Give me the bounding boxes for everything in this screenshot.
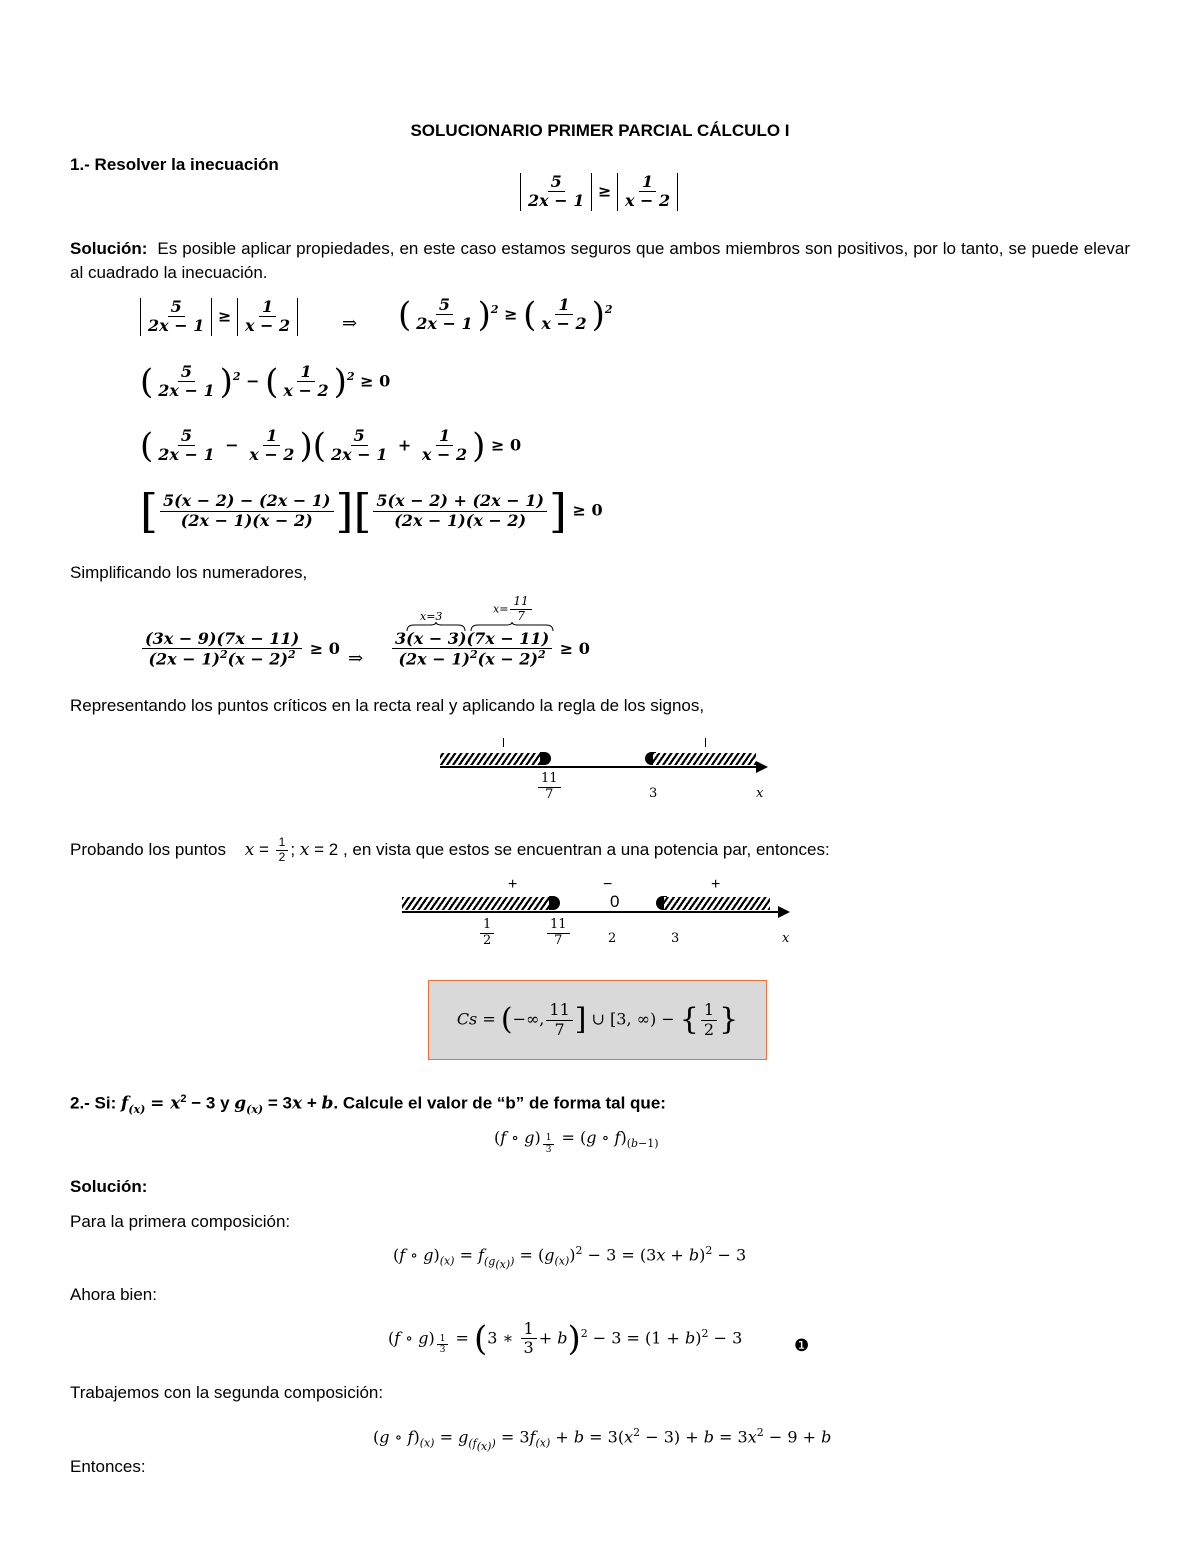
step4: [ $\frac{5(x - 2) - (2x - 1)}{(2x - 1)(x - 2)}$ ][ $\frac{5(x - 2) + (2x - 1)}{(2x - 1)(x - 2)}$ ] ≥ 0	[140, 484, 603, 538]
probe-line: Probando los puntos x = $\frac{1}{2}$ ; x = 2 , en vista que estos se encuentran a una potencia par, entonces:	[70, 835, 830, 864]
answer-expression: Cs = (−∞, $\frac{11}{7}$ ] ∪ [3, ∞) − { $\frac{1}{2}$ }	[456, 1000, 739, 1039]
step1-lhs: $\frac{5}{2x - 1}$ ≥ $\frac{1}{x - 2}$	[140, 298, 298, 336]
axis-line-1	[440, 766, 760, 768]
brace2-label: x= $\frac{11}{7}$	[493, 595, 534, 624]
answer-box	[428, 980, 767, 1060]
step3: ( $\frac{5}{2x - 1}$ − $\frac{1}{x - 2}$ )( $\frac{5}{2x - 1}$ + $\frac{1}{x - 2}$ ) ≥ 0	[140, 425, 522, 466]
label-3-b: 3	[671, 931, 680, 946]
step5-lhs: $\frac{(3x - 9)(7x - 11)}{(2x - 1)^2(x - 2)^2}$ ≥ 0	[140, 630, 340, 669]
label-11-7: $\frac{11}{7}$	[536, 772, 563, 803]
hatch-left-2	[402, 897, 554, 910]
probe-text-b: , en vista que estos se encuentran a una potencia par, entonces:	[342, 839, 830, 859]
first-composition-text: Para la primera composición:	[70, 1212, 291, 1231]
step1-rhs: ( $\frac{5}{2x - 1}$ )$^2$ ≥ ( $\frac{1}{x - 2}$ )$^2$	[398, 294, 613, 335]
sign-minus: −	[603, 876, 613, 893]
problem1-heading: 1.- Resolver la inecuación	[70, 155, 279, 174]
first-composition-eq: (f ∘ $g)_{(x)} = f_{(g_{(x)})} = (g_{(x)})^2 - 3 = (3x + b)^2 - 3$	[393, 1244, 747, 1271]
implies-arrow: ⇒	[342, 313, 358, 334]
solution-label: Solución:	[70, 239, 148, 258]
ahora-text: Ahora bien:	[70, 1285, 157, 1304]
label-3: 3	[649, 786, 658, 801]
sign-plus-1: +	[508, 876, 518, 893]
problem2-condition: (f ∘ g) $_{\frac{1}{3}}$ = (g ∘ $f)_{(b-1)}$	[494, 1128, 659, 1155]
equation-marker-1: ❶	[794, 1336, 810, 1355]
hatch-right-2	[664, 897, 770, 910]
implies-arrow-2: ⇒	[348, 648, 364, 669]
step5-rhs: $\frac{3(x - 3)(7x - 11)}{(2x - 1)^2(x - 2)^2}$ ≥ 0	[390, 630, 590, 669]
second-composition-text: Trabajemos con la segunda composición:	[70, 1383, 384, 1402]
hatch-left-1	[440, 753, 546, 765]
brace2-lhs: x=	[493, 602, 509, 616]
tick-right	[705, 738, 706, 747]
sign-plus-2: +	[711, 876, 721, 893]
entonces-text: Entonces:	[70, 1457, 146, 1476]
page-title: SOLUCIONARIO PRIMER PARCIAL CÁLCULO I	[410, 121, 790, 140]
axis-arrow-1	[756, 761, 768, 773]
label-x-b: x	[782, 931, 790, 946]
tick-left	[503, 738, 504, 747]
zero-at-2: 0	[610, 892, 620, 911]
problem2-heading: 2.- Si: $f_{(x)} = x^2 - 3$ y $g_{(x)} = 3x + b$. Calcule el valor de “b” de forma tal que:	[70, 1093, 666, 1117]
brace1-label: x=3	[420, 610, 443, 623]
inequality-statement: $\frac{5}{2x - 1}$ ≥ $\frac{1}{x - 2}$	[520, 173, 678, 211]
label-1-2: $\frac{1}{2}$	[478, 918, 496, 949]
simplify-text: Simplificando los numeradores,	[70, 563, 308, 582]
label-x: x	[756, 786, 764, 801]
hatch-right-1	[653, 753, 756, 765]
step2: ( $\frac{5}{2x - 1}$ )$^2$ − ( $\frac{1}{x - 2}$ )$^2$ ≥ 0	[140, 361, 391, 402]
solution-paragraph	[70, 237, 1130, 285]
closed-endpoint-11-7-b	[549, 896, 560, 910]
axis-line-2	[402, 911, 782, 913]
composition-at-1-3: (f ∘ g) $_{\frac{1}{3}}$ = (3 ∗ $\frac{1}{3}$ + $b)^2 - 3 = (1 + b)^2 - 3$	[388, 1318, 743, 1359]
second-composition-eq: (g ∘ $f)_{(x)} = g_{(f_{(x)})} = 3f_{(x)} + b = 3(x^2 - 3) + b = 3x^2 - 9 + b$	[373, 1426, 832, 1453]
label-11-7-b: $\frac{11}{7}$	[545, 918, 572, 949]
solution-text: Es posible aplicar propiedades, en este caso estamos seguros que ambos miembros son positivos, por lo tanto, se puede elevar al cuadrado la inecuación.	[70, 239, 1130, 282]
represent-text: Representando los puntos críticos en la recta real y aplicando la regla de los signos,	[70, 696, 705, 715]
axis-arrow-2	[778, 906, 790, 918]
problem2-solution-label: Solución:	[70, 1177, 148, 1196]
closed-endpoint-11-7	[540, 752, 551, 765]
probe-text-a: Probando los puntos	[70, 839, 226, 859]
label-2: 2	[608, 931, 617, 946]
